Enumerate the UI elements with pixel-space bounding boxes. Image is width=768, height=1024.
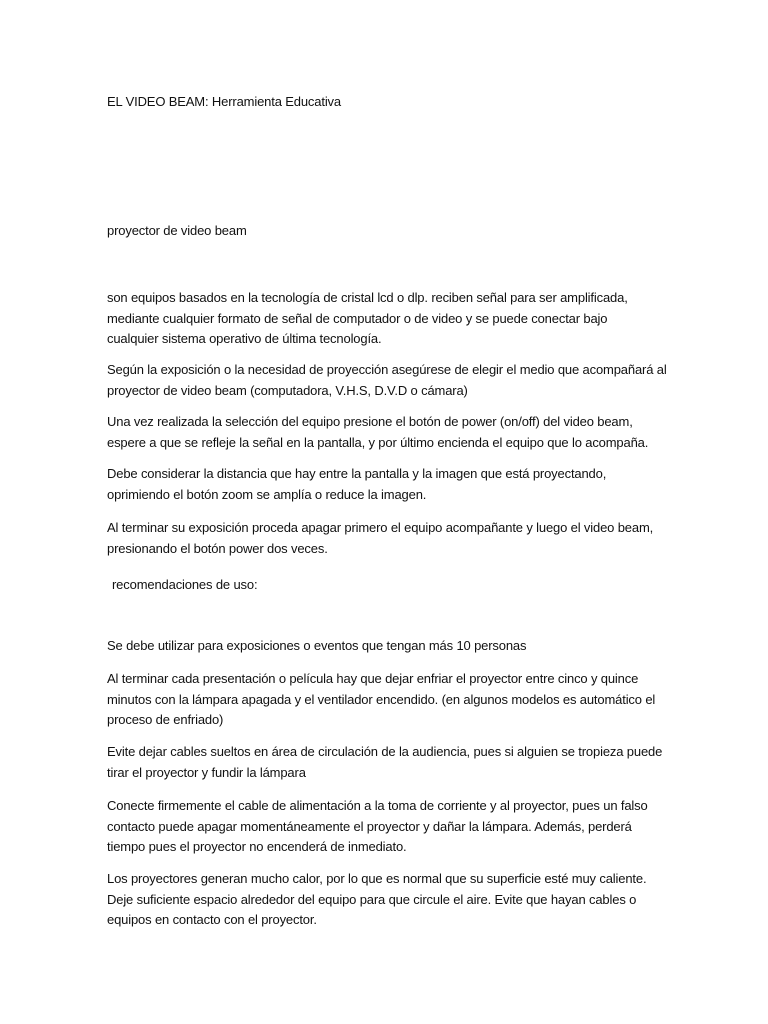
paragraph-power xyxy=(107,412,648,453)
paragraph-line: tiempo pues el proyector no encenderá de inmediato. xyxy=(107,839,407,854)
paragraph-line: espere a que se refleje la señal en la pantalla, y por último encienda el equipo que lo acompaña. xyxy=(107,434,649,450)
paragraph-line: Conecte firmemente el cable de alimentación a la toma de corriente y al proyector, pues un falso xyxy=(107,798,648,813)
paragraph-line: contacto puede apagar momentáneamente el proyector y dañar la lámpara. Además, perderá xyxy=(107,818,632,834)
paragraph-seleccion xyxy=(107,360,667,401)
paragraph-line: equipos en contacto con el proyector. xyxy=(107,912,317,927)
recommendation-calor xyxy=(107,869,646,931)
paragraph-line: Deje suficiente espacio alrededor del equipo para que circule el aire. Evite que hayan cables o xyxy=(107,891,637,907)
paragraph-terminar xyxy=(107,518,653,559)
recommendation-alimentacion xyxy=(107,796,648,858)
paragraph-line: Al terminar su exposición proceda apagar primero el equipo acompañante y luego el video beam, xyxy=(107,520,654,535)
recommendation-cables xyxy=(107,742,662,783)
paragraph-distancia xyxy=(107,464,606,505)
paragraph-intro xyxy=(107,288,628,350)
paragraph-line: cualquier sistema operativo de última tecnología. xyxy=(107,331,382,346)
paragraph-line: Debe considerar la distancia que hay entre la pantalla y la imagen que está proyectando, xyxy=(107,466,607,481)
paragraph-line: son equipos basados en la tecnología de cristal lcd o dlp. reciben señal para ser amplificada, xyxy=(107,290,628,305)
heading-recomendaciones: recomendaciones de uso: xyxy=(112,577,258,592)
paragraph-line: tirar el proyector y fundir la lámpara xyxy=(107,764,306,780)
document-title: EL VIDEO BEAM: Herramienta Educativa xyxy=(107,94,341,109)
paragraph-line: proyector de video beam (computadora, V.H.S, D.V.D o cámara) xyxy=(107,382,468,398)
recommendation-enfriar xyxy=(107,669,655,731)
recommendation-personas: Se debe utilizar para exposiciones o eventos que tengan más 10 personas xyxy=(107,638,527,653)
paragraph-line: Una vez realizada la selección del equipo presione el botón de power (on/off) del video beam, xyxy=(107,414,633,429)
paragraph-line: Evite dejar cables sueltos en área de circulación de la audiencia, pues si alguien se tropieza puede xyxy=(107,744,663,759)
paragraph-line: mediante cualquier formato de señal de computador o de video y se puede conectar bajo xyxy=(107,310,608,326)
paragraph-line: Los proyectores generan mucho calor, por lo que es normal que su superficie esté muy caliente. xyxy=(107,871,647,886)
paragraph-line: minutos con la lámpara apagada y el ventilador encendido. (en algunos modelos es automático el xyxy=(107,691,656,707)
paragraph-line: oprimiendo el botón zoom se amplía o reduce la imagen. xyxy=(107,486,427,502)
paragraph-line: presionando el botón power dos veces. xyxy=(107,540,328,556)
paragraph-line: Según la exposición o la necesidad de proyección asegúrese de elegir el medio que acompañará al xyxy=(107,362,667,377)
paragraph-line: Al terminar cada presentación o película hay que dejar enfriar el proyector entre cinco y quince xyxy=(107,671,639,686)
paragraph-line: proceso de enfriado) xyxy=(107,712,224,727)
heading-proyector: proyector de video beam xyxy=(107,223,247,238)
